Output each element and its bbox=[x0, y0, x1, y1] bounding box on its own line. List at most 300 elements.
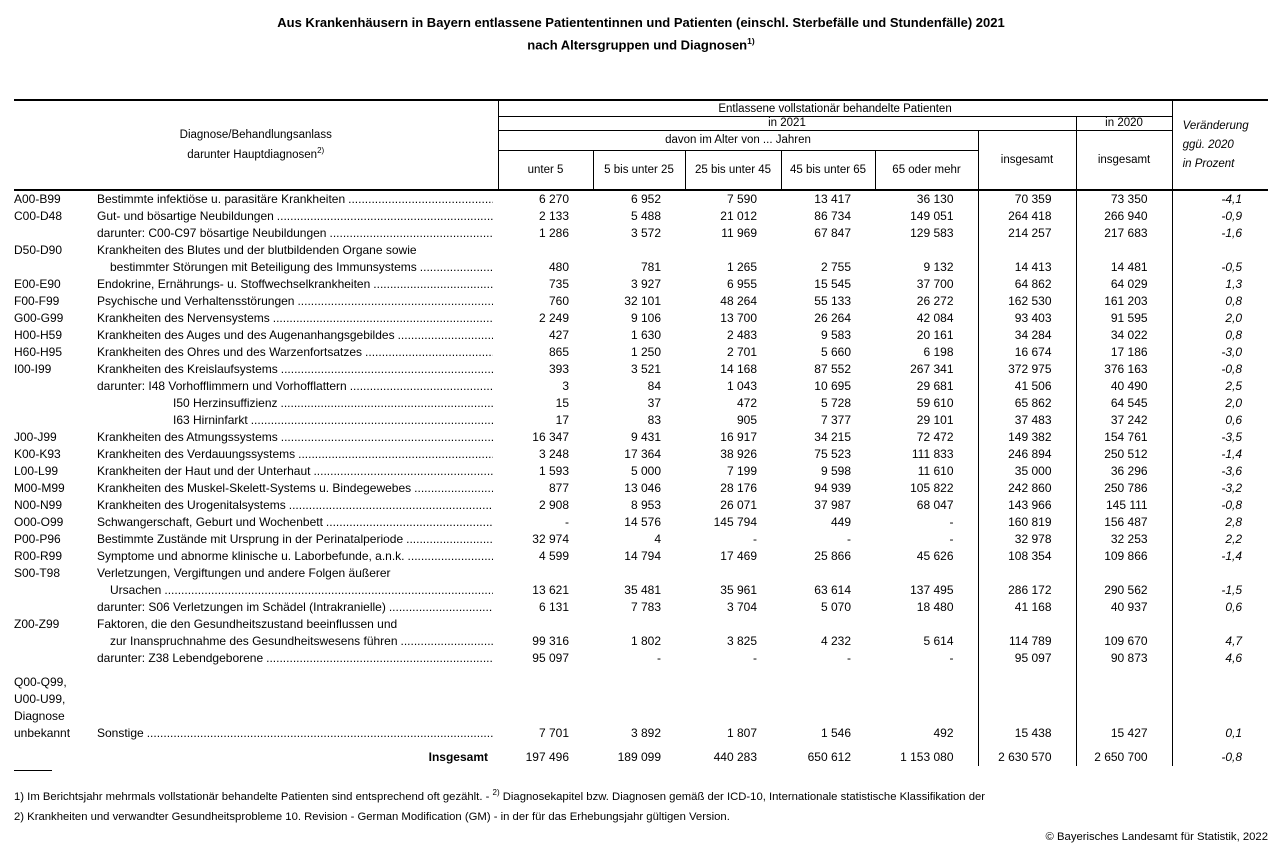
table-row bbox=[14, 293, 1268, 310]
cell-value: - bbox=[565, 515, 569, 530]
diagnosis-code: Z00-Z99 bbox=[14, 617, 60, 632]
cell-value: 87 552 bbox=[814, 362, 851, 377]
diagnosis-code: H60-H95 bbox=[14, 345, 63, 360]
cell-value: 9 132 bbox=[923, 260, 954, 275]
cell-value: 41 168 bbox=[978, 599, 1076, 616]
cell-value: 3 bbox=[562, 379, 569, 394]
cell-diagnosis bbox=[14, 446, 498, 463]
cell-value: 156 487 bbox=[1076, 514, 1172, 531]
table-row bbox=[14, 242, 1268, 259]
cell-value bbox=[593, 242, 685, 259]
cell-value: 1 265 bbox=[726, 260, 757, 275]
cell-value: 6 952 bbox=[630, 192, 661, 207]
cell-value bbox=[1172, 691, 1268, 708]
cell-value bbox=[978, 565, 1076, 582]
diagnosis-label: Krankheiten des Kreislaufsystems bbox=[97, 362, 278, 377]
cell-value bbox=[1076, 242, 1172, 259]
table-row bbox=[14, 708, 1268, 725]
cell-value bbox=[875, 708, 978, 725]
cell-value: 36 130 bbox=[916, 192, 954, 207]
cell-value: 3 825 bbox=[726, 634, 757, 649]
cell-value: 35 961 bbox=[720, 583, 757, 598]
cell-diagnosis bbox=[14, 480, 498, 497]
cell-value: 64 862 bbox=[978, 276, 1076, 293]
cell-value: 865 bbox=[548, 345, 569, 360]
diagnosis-code: I00-I99 bbox=[14, 362, 52, 377]
diagnosis-code: unbekannt bbox=[14, 726, 71, 741]
cell-value: 5 070 bbox=[820, 600, 851, 615]
cell-value: 2,8 bbox=[1172, 514, 1268, 531]
cell-value: - bbox=[753, 651, 757, 666]
cell-value: 2 249 bbox=[538, 311, 569, 326]
cell-value: 41 506 bbox=[978, 378, 1076, 395]
table-row bbox=[14, 412, 1268, 429]
diagnosis-code: A00-B99 bbox=[14, 192, 61, 207]
dot-leader bbox=[281, 395, 494, 412]
cell-value: 449 bbox=[830, 515, 851, 530]
cell-value: 2 630 570 bbox=[978, 742, 1076, 766]
cell-value: 2,5 bbox=[1172, 378, 1268, 395]
cell-value: -3,0 bbox=[1172, 344, 1268, 361]
cell-value: -1,5 bbox=[1172, 582, 1268, 599]
cell-value bbox=[1172, 667, 1268, 691]
diagnosis-code: P00-P96 bbox=[14, 532, 61, 547]
table-row bbox=[14, 310, 1268, 327]
title-line-1: Aus Krankenhäusern in Bayern entlassene Patiententinnen und Patienten (einschl. Sterbefälle und Stundenfälle) 2021 bbox=[277, 15, 1005, 30]
cell-value: 26 071 bbox=[720, 498, 757, 513]
cell-value: 114 789 bbox=[978, 633, 1076, 650]
cell-value: - bbox=[949, 515, 954, 530]
cell-value: 5 488 bbox=[630, 209, 661, 224]
cell-value: 7 783 bbox=[630, 600, 661, 615]
cell-value: 26 264 bbox=[814, 311, 851, 326]
cell-value: 735 bbox=[548, 277, 569, 292]
header-in-2020: in 2020 bbox=[1076, 116, 1172, 130]
cell-diagnosis bbox=[14, 582, 498, 599]
table-row bbox=[14, 531, 1268, 548]
dot-leader bbox=[164, 582, 493, 599]
cell-value: 650 612 bbox=[807, 750, 851, 765]
table-row bbox=[14, 429, 1268, 446]
cell-diagnosis: Insgesamt bbox=[428, 750, 488, 765]
table-row bbox=[14, 582, 1268, 599]
cell-value: 149 051 bbox=[910, 209, 954, 224]
cell-value bbox=[978, 616, 1076, 633]
cell-value: 2,0 bbox=[1172, 310, 1268, 327]
cell-value: 35 000 bbox=[978, 463, 1076, 480]
cell-value: 32 253 bbox=[1076, 531, 1172, 548]
cell-value: 290 562 bbox=[1076, 582, 1172, 599]
dot-leader bbox=[408, 548, 493, 565]
cell-value bbox=[593, 667, 685, 691]
cell-value bbox=[1076, 708, 1172, 725]
cell-value: 197 496 bbox=[525, 750, 569, 765]
table-row bbox=[14, 276, 1268, 293]
dot-leader bbox=[350, 378, 493, 395]
dot-leader bbox=[420, 259, 493, 276]
cell-value bbox=[1076, 616, 1172, 633]
cell-value: 38 926 bbox=[720, 447, 757, 462]
header-age-65-plus: 65 oder mehr bbox=[875, 150, 978, 190]
cell-value bbox=[498, 565, 593, 582]
header-age-under-5: unter 5 bbox=[498, 150, 593, 190]
cell-diagnosis bbox=[14, 497, 498, 514]
cell-value: 376 163 bbox=[1076, 361, 1172, 378]
cell-value: 2,2 bbox=[1172, 531, 1268, 548]
cell-value: 14 413 bbox=[978, 259, 1076, 276]
table-row bbox=[14, 650, 1268, 667]
table-row bbox=[14, 599, 1268, 616]
cell-value: 2 701 bbox=[726, 345, 757, 360]
cell-value: 1 250 bbox=[630, 345, 661, 360]
cell-value: 4 232 bbox=[820, 634, 851, 649]
cell-value: 15 427 bbox=[1076, 725, 1172, 742]
cell-value: 7 377 bbox=[820, 413, 851, 428]
diagnosis-code: D50-D90 bbox=[14, 243, 63, 258]
footnote-marker-1: 1) bbox=[747, 36, 755, 46]
cell-value: 7 701 bbox=[538, 726, 569, 741]
diagnosis-label: Krankheiten des Ohres und des Warzenfortsatzes bbox=[97, 345, 363, 360]
diagnosis-label: Ursachen bbox=[110, 583, 162, 598]
diagnosis-label: darunter: C00-C97 bösartige Neubildungen bbox=[97, 226, 327, 241]
cell-value: 13 417 bbox=[814, 192, 851, 207]
cell-value: 59 610 bbox=[916, 396, 954, 411]
cell-value: 1 286 bbox=[538, 226, 569, 241]
cell-diagnosis bbox=[14, 463, 498, 480]
diagnosis-label: zur Inanspruchnahme des Gesundheitswesens führen bbox=[110, 634, 398, 649]
cell-value: 5 660 bbox=[820, 345, 851, 360]
cell-value bbox=[781, 691, 875, 708]
footnote-marker-2: 2) bbox=[317, 145, 325, 155]
cell-value bbox=[593, 691, 685, 708]
table-row bbox=[14, 446, 1268, 463]
cell-value: 32 978 bbox=[978, 531, 1076, 548]
cell-value bbox=[1172, 565, 1268, 582]
cell-value: 6 270 bbox=[538, 192, 569, 207]
cell-value: 14 794 bbox=[624, 549, 661, 564]
cell-value: 75 523 bbox=[814, 447, 851, 462]
dot-leader bbox=[273, 310, 493, 327]
header-age-25-45: 25 bis unter 45 bbox=[685, 150, 781, 190]
dot-leader bbox=[389, 599, 493, 616]
cell-value: 48 264 bbox=[720, 294, 757, 309]
dot-leader bbox=[348, 191, 493, 208]
cell-value: 11 969 bbox=[721, 226, 757, 241]
cell-value: 5 728 bbox=[820, 396, 851, 411]
cell-value: 8 953 bbox=[630, 498, 661, 513]
diagnosis-label: Sonstige bbox=[97, 726, 144, 741]
cell-value: 64 545 bbox=[1076, 395, 1172, 412]
cell-value bbox=[593, 616, 685, 633]
header-age-span: davon im Alter von ... Jahren bbox=[498, 130, 978, 150]
cell-value: 93 403 bbox=[978, 310, 1076, 327]
cell-value: 29 681 bbox=[916, 379, 954, 394]
copyright-notice: © Bayerisches Landesamt für Statistik, 2022 bbox=[1045, 831, 1268, 844]
cell-value: 266 940 bbox=[1076, 208, 1172, 225]
cell-value: 6 198 bbox=[923, 345, 954, 360]
cell-value bbox=[781, 565, 875, 582]
cell-value: 17 186 bbox=[1076, 344, 1172, 361]
cell-value: 440 283 bbox=[713, 750, 757, 765]
cell-diagnosis bbox=[14, 412, 498, 429]
cell-value: 0,6 bbox=[1172, 412, 1268, 429]
header-total-2020: insgesamt bbox=[1076, 130, 1172, 190]
cell-value: 149 382 bbox=[978, 429, 1076, 446]
page-title bbox=[0, 0, 1282, 54]
cell-value: -0,8 bbox=[1172, 361, 1268, 378]
cell-value: 13 621 bbox=[532, 583, 569, 598]
header-diagnosis: Diagnose/Behandlungsanlass darunter Hauptdiagnosen$^{2)}$ bbox=[14, 100, 498, 190]
table-row bbox=[14, 395, 1268, 412]
cell-value: 264 418 bbox=[978, 208, 1076, 225]
cell-value: 154 761 bbox=[1076, 429, 1172, 446]
diagnosis-code: S00-T98 bbox=[14, 566, 61, 581]
cell-value: 5 614 bbox=[923, 634, 954, 649]
cell-value: 3 927 bbox=[630, 277, 661, 292]
diagnosis-label: Krankheiten des Verdauungssystems bbox=[97, 447, 296, 462]
dot-leader bbox=[297, 293, 493, 310]
diagnosis-label: Gut- und bösartige Neubildungen bbox=[97, 209, 274, 224]
cell-diagnosis bbox=[14, 691, 498, 708]
cell-value: 1 593 bbox=[538, 464, 569, 479]
cell-value: 34 215 bbox=[814, 430, 851, 445]
cell-value: 7 199 bbox=[726, 464, 757, 479]
cell-value: 65 862 bbox=[978, 395, 1076, 412]
cell-value bbox=[685, 565, 781, 582]
cell-value: 16 917 bbox=[720, 430, 757, 445]
cell-value: 3 521 bbox=[630, 362, 661, 377]
cell-value: 242 860 bbox=[978, 480, 1076, 497]
cell-value bbox=[1076, 667, 1172, 691]
diagnosis-code: F00-F99 bbox=[14, 294, 60, 309]
cell-value: 2 483 bbox=[726, 328, 757, 343]
diagnosis-label: darunter: Z38 Lebendgeborene bbox=[97, 651, 264, 666]
cell-value bbox=[498, 691, 593, 708]
cell-value bbox=[875, 691, 978, 708]
cell-value: - bbox=[657, 651, 661, 666]
dot-leader bbox=[266, 650, 493, 667]
dot-leader bbox=[365, 344, 493, 361]
diagnosis-code: O00-O99 bbox=[14, 515, 64, 530]
cell-value: 393 bbox=[548, 362, 569, 377]
diagnosis-label: Endokrine, Ernährungs- u. Stoffwechselkrankheiten bbox=[97, 277, 371, 292]
cell-diagnosis bbox=[14, 395, 498, 412]
cell-value: 11 610 bbox=[917, 464, 954, 479]
cell-value bbox=[875, 242, 978, 259]
cell-value: 17 469 bbox=[720, 549, 757, 564]
cell-value: 1 546 bbox=[820, 726, 851, 741]
cell-value: 20 161 bbox=[916, 328, 954, 343]
cell-value: 1 802 bbox=[630, 634, 661, 649]
cell-value: 286 172 bbox=[978, 582, 1076, 599]
table-row bbox=[14, 463, 1268, 480]
table-row bbox=[14, 208, 1268, 225]
cell-value: 1,3 bbox=[1172, 276, 1268, 293]
cell-diagnosis bbox=[14, 378, 498, 395]
cell-value: -3,2 bbox=[1172, 480, 1268, 497]
diagnosis-code: L00-L99 bbox=[14, 464, 59, 479]
cell-diagnosis bbox=[14, 565, 498, 582]
dot-leader bbox=[398, 327, 493, 344]
cell-value: 2,0 bbox=[1172, 395, 1268, 412]
cell-value: 105 822 bbox=[910, 481, 954, 496]
cell-value: 480 bbox=[548, 260, 569, 275]
cell-diagnosis bbox=[14, 310, 498, 327]
diagnosis-label: Schwangerschaft, Geburt und Wochenbett bbox=[97, 515, 323, 530]
diagnosis-label: Verletzungen, Vergiftungen und andere Folgen äußerer bbox=[97, 566, 391, 581]
cell-value bbox=[875, 667, 978, 691]
cell-value bbox=[593, 565, 685, 582]
cell-value: 86 734 bbox=[814, 209, 851, 224]
cell-value bbox=[685, 667, 781, 691]
cell-value: 18 480 bbox=[916, 600, 954, 615]
table-row bbox=[14, 725, 1268, 742]
cell-value: 17 bbox=[555, 413, 569, 428]
cell-value: -3,6 bbox=[1172, 463, 1268, 480]
cell-value bbox=[685, 242, 781, 259]
cell-value: 0,6 bbox=[1172, 599, 1268, 616]
diagnosis-code: J00-J99 bbox=[14, 430, 57, 445]
cell-value: -0,8 bbox=[1172, 497, 1268, 514]
cell-value: 1 043 bbox=[726, 379, 757, 394]
cell-diagnosis bbox=[14, 190, 498, 208]
cell-diagnosis bbox=[14, 327, 498, 344]
cell-value: 1 153 080 bbox=[900, 750, 954, 765]
cell-diagnosis bbox=[14, 599, 498, 616]
cell-value: -3,5 bbox=[1172, 429, 1268, 446]
table-row bbox=[14, 667, 1268, 691]
dot-leader bbox=[329, 225, 493, 242]
cell-value: 0,8 bbox=[1172, 327, 1268, 344]
cell-diagnosis bbox=[14, 708, 498, 725]
cell-value: -1,6 bbox=[1172, 225, 1268, 242]
cell-value: 250 512 bbox=[1076, 446, 1172, 463]
diagnosis-code: Q00-Q99, bbox=[14, 675, 67, 690]
cell-value: 26 272 bbox=[916, 294, 954, 309]
table-row bbox=[14, 691, 1268, 708]
cell-value: 145 794 bbox=[713, 515, 757, 530]
cell-value: 1 807 bbox=[726, 726, 757, 741]
cell-value: 250 786 bbox=[1076, 480, 1172, 497]
cell-value: 2 755 bbox=[820, 260, 851, 275]
dot-leader bbox=[251, 412, 493, 429]
cell-value: 3 248 bbox=[538, 447, 569, 462]
diagnosis-code: C00-D48 bbox=[14, 209, 63, 224]
cell-diagnosis bbox=[14, 225, 498, 242]
table-row bbox=[14, 378, 1268, 395]
dot-leader bbox=[326, 514, 493, 531]
cell-value: 15 bbox=[555, 396, 569, 411]
cell-diagnosis bbox=[14, 633, 498, 650]
cell-value bbox=[781, 667, 875, 691]
cell-value bbox=[978, 691, 1076, 708]
cell-value: - bbox=[847, 651, 851, 666]
header-in-2021: in 2021 bbox=[498, 116, 1076, 130]
cell-value bbox=[875, 616, 978, 633]
diagnosis-label: Symptome und abnorme klinische u. Laborbefunde, a.n.k. bbox=[97, 549, 405, 564]
cell-value: 73 350 bbox=[1076, 190, 1172, 208]
cell-value: 111 833 bbox=[911, 447, 954, 462]
diagnosis-label: I50 Herzinsuffizienz bbox=[173, 396, 278, 411]
cell-value: 14 481 bbox=[1076, 259, 1172, 276]
cell-value: 108 354 bbox=[978, 548, 1076, 565]
cell-value: 37 700 bbox=[916, 277, 954, 292]
cell-value bbox=[593, 708, 685, 725]
cell-value: 6 131 bbox=[538, 600, 569, 615]
header-discharged-patients: Entlassene vollstationär behandelte Patienten bbox=[498, 100, 1172, 116]
cell-value: 32 974 bbox=[532, 532, 569, 547]
cell-value: -0,5 bbox=[1172, 259, 1268, 276]
cell-value: 16 347 bbox=[532, 430, 569, 445]
dot-leader bbox=[373, 276, 493, 293]
dot-leader bbox=[401, 633, 493, 650]
cell-value: 160 819 bbox=[978, 514, 1076, 531]
diagnosis-code: U00-U99, bbox=[14, 692, 66, 707]
cell-value bbox=[1172, 242, 1268, 259]
cell-diagnosis bbox=[14, 514, 498, 531]
diagnosis-code: R00-R99 bbox=[14, 549, 63, 564]
cell-value: 9 431 bbox=[630, 430, 661, 445]
cell-value: 0,8 bbox=[1172, 293, 1268, 310]
cell-value: 40 937 bbox=[1076, 599, 1172, 616]
cell-value: 472 bbox=[736, 396, 757, 411]
cell-value: 37 bbox=[647, 396, 661, 411]
cell-value: 129 583 bbox=[910, 226, 954, 241]
cell-value: 4,7 bbox=[1172, 633, 1268, 650]
cell-diagnosis bbox=[14, 208, 498, 225]
cell-value bbox=[781, 708, 875, 725]
cell-diagnosis bbox=[14, 531, 498, 548]
cell-diagnosis bbox=[14, 361, 498, 378]
cell-value: 2 908 bbox=[538, 498, 569, 513]
dot-leader bbox=[414, 480, 493, 497]
cell-value: 29 101 bbox=[916, 413, 954, 428]
diagnosis-label: Krankheiten des Auges und des Augenanhangsgebildes bbox=[97, 328, 395, 343]
cell-value: 3 572 bbox=[630, 226, 661, 241]
table-row bbox=[14, 327, 1268, 344]
cell-value: 37 483 bbox=[978, 412, 1076, 429]
cell-value bbox=[978, 667, 1076, 691]
cell-value: 34 284 bbox=[978, 327, 1076, 344]
diagnosis-code: M00-M99 bbox=[14, 481, 65, 496]
cell-value: 905 bbox=[736, 413, 757, 428]
cell-value: 4 599 bbox=[538, 549, 569, 564]
cell-value: 91 595 bbox=[1076, 310, 1172, 327]
table-total-row bbox=[14, 742, 1268, 766]
cell-value bbox=[1172, 708, 1268, 725]
cell-value: - bbox=[753, 532, 757, 547]
cell-value: 109 866 bbox=[1076, 548, 1172, 565]
diagnosis-label: Krankheiten des Urogenitalsystems bbox=[97, 498, 286, 513]
dot-leader bbox=[313, 463, 493, 480]
cell-value: 83 bbox=[647, 413, 661, 428]
cell-value: 15 438 bbox=[978, 725, 1076, 742]
diagnosis-label: darunter: I48 Vorhofflimmern und Vorhofflattern bbox=[97, 379, 347, 394]
table-header bbox=[14, 100, 1268, 190]
cell-value: 37 987 bbox=[814, 498, 851, 513]
diagnosis-label: Bestimmte infektiöse u. parasitäre Krankheiten bbox=[97, 192, 346, 207]
diagnosis-label: darunter: S06 Verletzungen im Schädel (Intrakranielle) bbox=[97, 600, 386, 615]
cell-value: 372 975 bbox=[978, 361, 1076, 378]
cell-value: 36 296 bbox=[1076, 463, 1172, 480]
cell-value: 13 700 bbox=[720, 311, 757, 326]
cell-value: 15 545 bbox=[814, 277, 851, 292]
cell-value: -0,9 bbox=[1172, 208, 1268, 225]
cell-value bbox=[498, 242, 593, 259]
cell-value: 14 168 bbox=[720, 362, 757, 377]
cell-diagnosis bbox=[14, 548, 498, 565]
cell-value: 45 626 bbox=[916, 549, 954, 564]
